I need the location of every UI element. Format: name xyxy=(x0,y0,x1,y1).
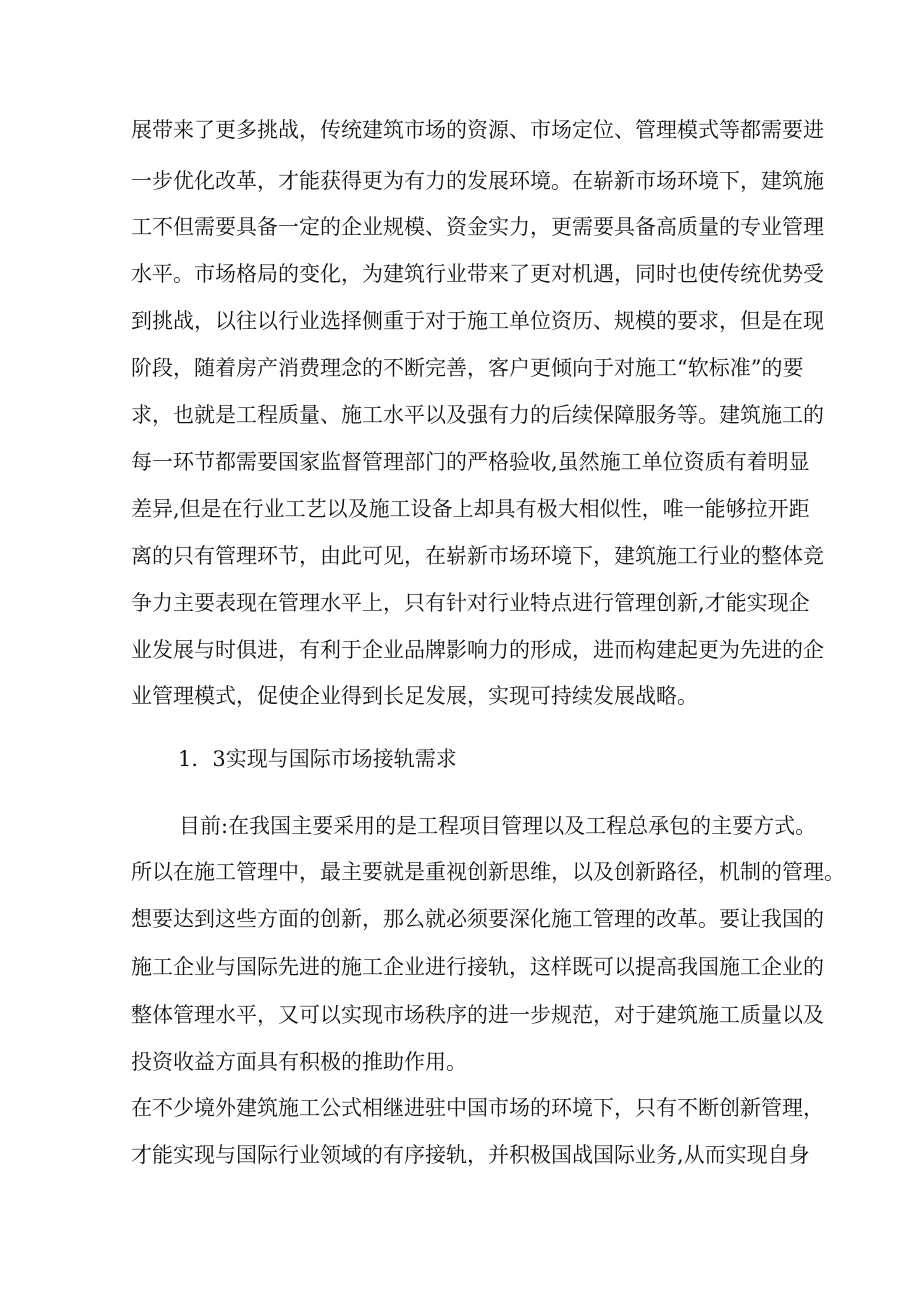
text-line: 目前:在我国主要采用的是工程项目管理以及工程总承包的主要方式。 xyxy=(179,814,817,838)
text-line: 阶段，随着房产消费理念的不断完善，客户更倾向于对施工“软标准”的要 xyxy=(131,356,804,380)
text-line: 业管理模式，促使企业得到长足发展，实现可持续发展战略。 xyxy=(131,684,698,708)
text-line: 业发展与时俱进，有利于企业品牌影响力的形成，进而构建起更为先进的企 xyxy=(131,638,824,662)
text-line: 争力主要表现在管理水平上，只有针对行业特点进行管理创新,才能实现企 xyxy=(131,591,810,615)
text-line: 离的只有管理环节，由此可见，在崭新市场环境下，建筑施工行业的整体竞 xyxy=(131,544,824,568)
text-line: 才能实现与国际行业领域的有序接轨，并积极国战国际业务,从而实现自身 xyxy=(131,1143,810,1167)
text-line: 展带来了更多挑战，传统建筑市场的资源、市场定位、管理模式等都需要进 xyxy=(131,118,824,142)
text-line: 整体管理水平，又可以实现市场秩序的进一步规范，对于建筑施工质量以及 xyxy=(131,1003,824,1027)
text-line: 每一环节都需要国家监督管理部门的严格验收,虽然施工单位资质有着明显 xyxy=(131,450,810,474)
section-heading: 1．3实现与国际市场接轨需求 xyxy=(178,747,457,771)
text-line: 所以在施工管理中，最主要就是重视创新思维，以及创新路径，机制的管理。 xyxy=(131,860,845,884)
text-line: 水平。市场格局的变化，为建筑行业带来了更对机遇，同时也使传统优势受 xyxy=(131,262,824,286)
text-line: 差异,但是在行业工艺以及施工设备上却具有极大相似性，唯一能够拉开距 xyxy=(131,497,810,521)
text-line: 求，也就是工程质量、施工水平以及强有力的后续保障服务等。建筑施工的 xyxy=(131,403,824,427)
text-line: 到挑战，以往以行业选择侧重于对于施工单位资历、规模的要求，但是在现 xyxy=(131,309,824,333)
text-line: 施工企业与国际先进的施工企业进行接轨，这样既可以提高我国施工企业的 xyxy=(131,955,824,979)
text-line: 想要达到这些方面的创新，那么就必须要深化施工管理的改革。要让我国的 xyxy=(131,907,824,931)
text-line: 投资收益方面具有积极的推助作用。 xyxy=(131,1050,467,1074)
text-line: 工不但需要具备一定的企业规模、资金实力，更需要具备高质量的专业管理 xyxy=(131,215,824,239)
text-line: 一步优化改革，才能获得更为有力的发展环境。在崭新市场环境下，建筑施 xyxy=(131,169,824,193)
text-line: 在不少境外建筑施工公式相继进驻中国市场的环境下，只有不断创新管理， xyxy=(131,1096,824,1120)
